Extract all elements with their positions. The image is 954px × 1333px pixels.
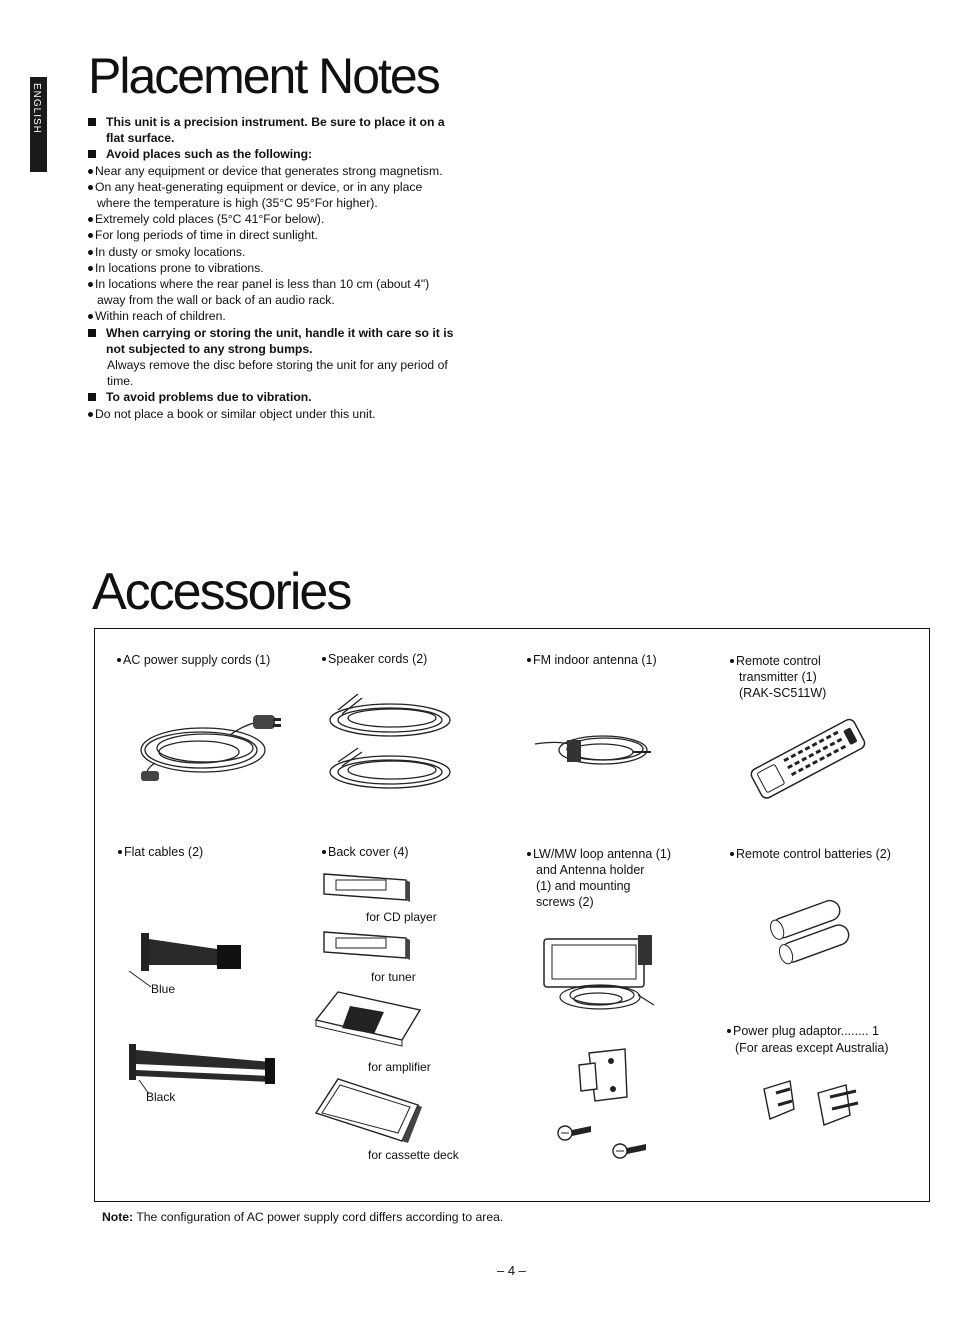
note-line: In locations prone to vibrations. (88, 260, 478, 276)
note-line: Extremely cold places (5°C 41°For below). (88, 211, 478, 227)
square-bullet-icon (88, 118, 96, 126)
ac-cord-illustration (135, 705, 285, 780)
loop-antenna-illustration (540, 925, 660, 1020)
note-line: In locations where the rear panel is less than 10 cm (about 4") (88, 276, 478, 292)
remote-illustration (745, 715, 870, 800)
blue-cable-caption: Blue (151, 982, 176, 996)
loop-antenna-label: LW/MW loop antenna (1) and Antenna holder (1) and mounting screws (2) (527, 846, 671, 910)
dot-bullet-icon (88, 233, 93, 238)
note-line: Avoid places such as the following: (88, 146, 478, 162)
black-cable-caption: Black (146, 1090, 176, 1104)
dot-bullet-icon (88, 282, 93, 287)
footnote: Note: The configuration of AC power supply cord differs according to area. (102, 1210, 504, 1224)
cassette-cover-caption: for cassette deck (368, 1148, 459, 1162)
batteries-illustration (762, 898, 862, 966)
accessories-title: Accessories (92, 563, 351, 621)
cassette-cover-illustration (312, 1075, 422, 1145)
flat-cable-black-illustration (125, 1040, 280, 1095)
ac-cord-label: AC power supply cords (1) (117, 652, 270, 668)
square-bullet-icon (88, 150, 96, 158)
speaker-cords-illustration (328, 690, 458, 800)
back-cover-label: Back cover (4) (322, 844, 409, 860)
note-line: This unit is a precision instrument. Be sure to place it on a (88, 114, 478, 130)
antenna-holder-illustration (575, 1045, 635, 1105)
language-tab: ENGLISH (30, 77, 47, 172)
dot-bullet-icon (88, 314, 93, 319)
note-line: Within reach of children. (88, 308, 478, 324)
tuner-cover-illustration (322, 928, 412, 966)
dot-bullet-icon (88, 250, 93, 255)
dot-bullet-icon (88, 169, 93, 174)
amplifier-cover-illustration (312, 988, 424, 1044)
screw-icon (612, 1140, 648, 1162)
placement-notes-title: Placement Notes (88, 48, 439, 104)
remote-label: Remote control transmitter (1) (RAK-SC511W) (730, 653, 826, 701)
speaker-cords-label: Speaker cords (2) (322, 651, 427, 667)
dot-bullet-icon (88, 217, 93, 222)
square-bullet-icon (88, 393, 96, 401)
plug-adaptor-note: (For areas except Australia) (735, 1041, 889, 1055)
note-line: time. (107, 374, 134, 389)
fm-antenna-label: FM indoor antenna (1) (527, 652, 657, 668)
tuner-cover-caption: for tuner (371, 970, 416, 984)
dot-bullet-icon (88, 266, 93, 271)
note-line: To avoid problems due to vibration. (88, 389, 478, 405)
fm-antenna-illustration (533, 722, 653, 777)
cd-cover-caption: for CD player (366, 910, 437, 924)
note-line: For long periods of time in direct sunlight. (88, 227, 478, 243)
square-bullet-icon (88, 329, 96, 337)
note-line: away from the wall or back of an audio rack. (97, 293, 335, 308)
note-line: On any heat-generating equipment or device, or in any place (88, 179, 478, 195)
note-line: Near any equipment or device that generates strong magnetism. (88, 163, 478, 179)
cd-cover-illustration (322, 870, 412, 908)
screw-icon (557, 1122, 593, 1144)
batteries-label: Remote control batteries (2) (730, 846, 891, 862)
placement-notes-list (88, 114, 478, 422)
flat-cable-blue-illustration (125, 925, 250, 985)
dot-bullet-icon (88, 412, 93, 417)
plug-adaptor-label: Power plug adaptor........ 1 (727, 1023, 879, 1039)
note-line: where the temperature is high (35°C 95°For higher). (97, 196, 378, 211)
flat-cables-label: Flat cables (2) (118, 844, 203, 860)
note-line: When carrying or storing the unit, handle it with care so it is (88, 325, 478, 341)
note-line: Do not place a book or similar object under this unit. (88, 406, 478, 422)
note-line: flat surface. (106, 131, 175, 146)
plug-adaptor-illustration (760, 1075, 870, 1127)
page-number: – 4 – (497, 1263, 526, 1278)
note-line: not subjected to any strong bumps. (106, 341, 313, 356)
note-line: Always remove the disc before storing the unit for any period of (107, 358, 448, 373)
note-line: In dusty or smoky locations. (88, 244, 478, 260)
amplifier-cover-caption: for amplifier (368, 1060, 431, 1074)
dot-bullet-icon (88, 185, 93, 190)
